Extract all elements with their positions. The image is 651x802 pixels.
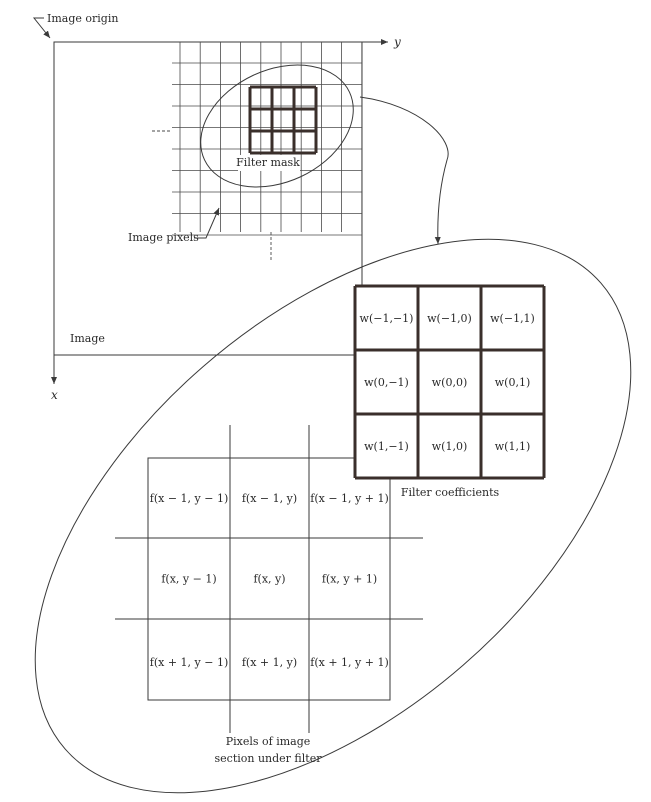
y-axis-label: y <box>394 35 401 49</box>
pixels-caption-line2: section under filter <box>214 752 322 765</box>
image-section-cell: f(x + 1, y + 1) <box>310 656 389 669</box>
filter-coefficient-cell: w(0,−1) <box>364 376 409 389</box>
filter-coefficient-grid <box>355 286 544 478</box>
image-origin-label: Image origin <box>47 12 119 25</box>
filter-coefficient-cell: w(1,1) <box>494 440 531 453</box>
pixels-caption-line1: Pixels of image <box>225 735 311 748</box>
filter-coefficient-cell: w(1,−1) <box>364 440 409 453</box>
image-label: Image <box>70 332 105 345</box>
image-section-cell: f(x, y) <box>253 572 286 586</box>
filter-coefficient-cell: w(0,0) <box>431 376 468 389</box>
image-section-cell: f(x, y + 1) <box>321 572 378 586</box>
zoom-connector-arrow <box>360 97 448 244</box>
image-section-cell: f(x − 1, y + 1) <box>310 492 389 505</box>
x-axis-label: x <box>51 388 58 402</box>
filter-mask-label: Filter mask <box>236 156 300 169</box>
image-section-cell: f(x, y − 1) <box>161 572 217 586</box>
image-pixels-label: Image pixels <box>128 231 199 244</box>
filter-coefficient-cell: w(−1,−1) <box>359 312 414 325</box>
filter-coefficient-cell: w(−1,1) <box>490 312 535 325</box>
image-section-cell: f(x − 1, y − 1) <box>149 492 229 505</box>
zoom-ellipse <box>0 134 651 802</box>
mask-highlight-ellipse <box>181 41 373 210</box>
filter-coefficients-label: Filter coefficients <box>400 486 500 499</box>
image-section-cell: f(x + 1, y) <box>241 656 298 669</box>
image-section-cell: f(x + 1, y − 1) <box>149 656 229 669</box>
filter-coefficient-cell: w(1,0) <box>431 440 468 453</box>
filter-coefficient-cell: w(0,1) <box>494 376 531 389</box>
filter-coefficient-cell: w(−1,0) <box>427 312 472 325</box>
filter-mask <box>250 87 316 153</box>
image-section-cell: f(x − 1, y) <box>241 492 298 505</box>
